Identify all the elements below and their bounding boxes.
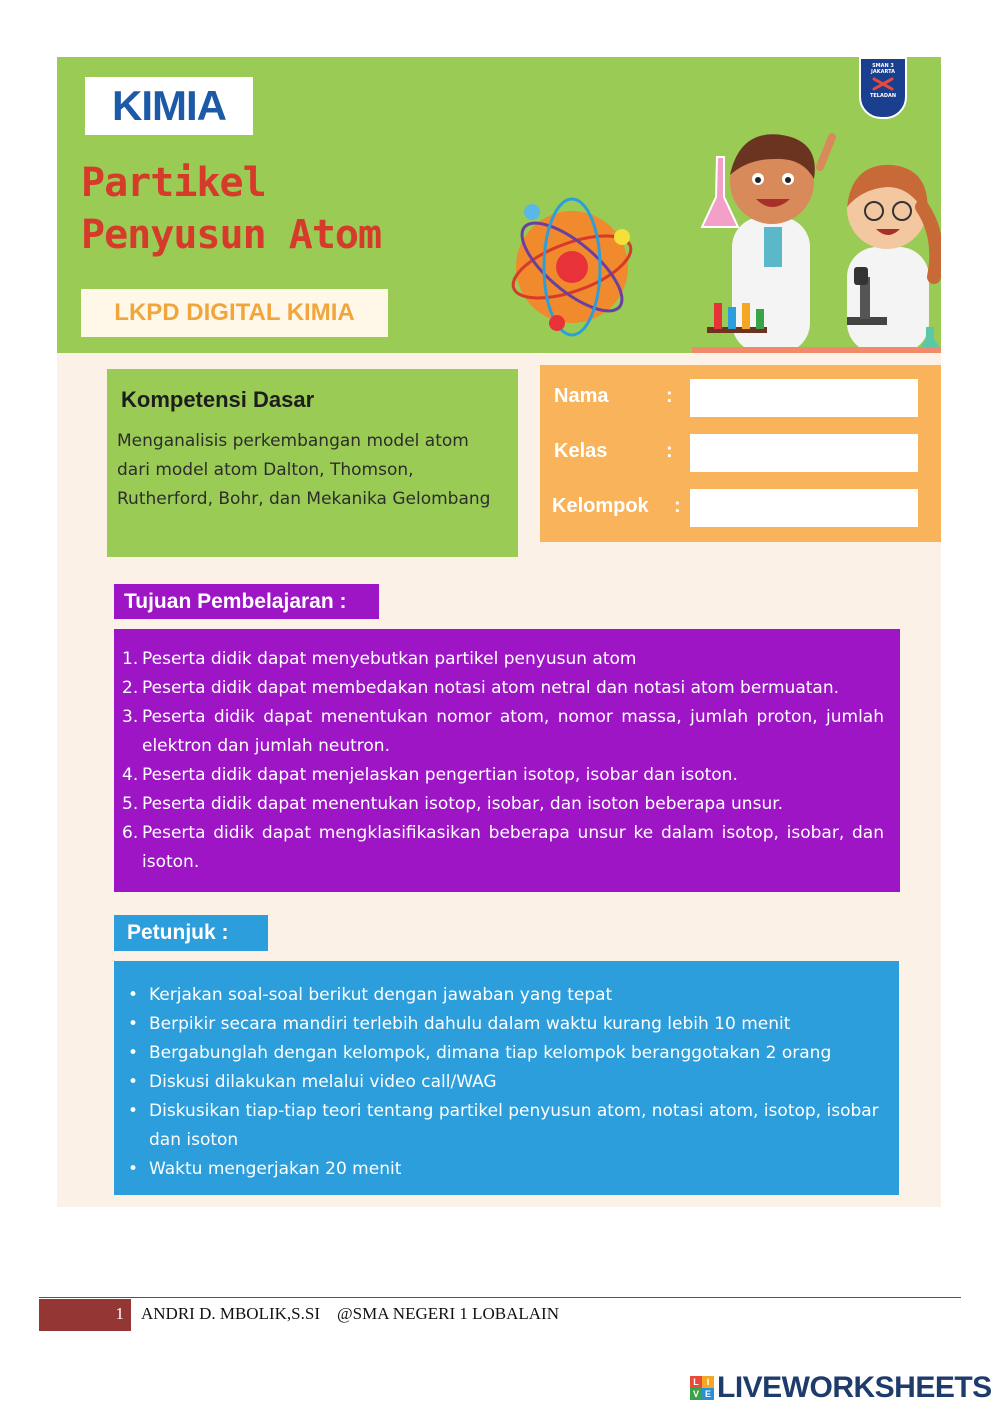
logo-bottom-text: TELADAN bbox=[869, 93, 897, 99]
liveworksheets-watermark bbox=[690, 1370, 992, 1406]
tujuan-box bbox=[114, 629, 900, 892]
kompetensi-body bbox=[117, 427, 506, 514]
identity-row-nama bbox=[540, 377, 941, 417]
kelompok-label: Kelompok bbox=[552, 495, 649, 517]
petunjuk-item: • Bergabunglah dengan kelompok, dimana tiap kelompok beranggotakan 2 orang bbox=[126, 1039, 879, 1068]
petunjuk-heading-box bbox=[114, 915, 268, 951]
tujuan-item-number: 1. bbox=[122, 649, 139, 669]
footer-credit bbox=[141, 1304, 559, 1324]
title-line-2: Penyusun Atom bbox=[81, 212, 382, 258]
tujuan-item-number: 4. bbox=[122, 765, 139, 785]
tujuan-item-text: Peserta didik dapat mengklasifikasikan beberapa unsur ke dalam isotop, isobar, dan isoton. bbox=[142, 823, 884, 872]
petunjuk-box bbox=[114, 961, 899, 1195]
lkpd-badge-label: LKPD DIGITAL KIMIA bbox=[114, 299, 355, 326]
atom-icon bbox=[506, 199, 639, 335]
tujuan-list bbox=[122, 645, 884, 877]
lab-table bbox=[692, 347, 941, 353]
footer-author: ANDRI D. MBOLIK,S.SI bbox=[141, 1304, 320, 1323]
tujuan-item bbox=[122, 674, 884, 703]
nama-colon: : bbox=[666, 385, 673, 407]
tujuan-item bbox=[122, 703, 884, 761]
tujuan-heading: Tujuan Pembelajaran : bbox=[124, 589, 347, 613]
identity-row-kelompok bbox=[540, 487, 941, 527]
petunjuk-item: • Diskusi dilakukan melalui video call/WAG bbox=[126, 1068, 879, 1097]
tujuan-item-number: 3. bbox=[122, 707, 139, 727]
tujuan-item-number: 6. bbox=[122, 823, 139, 843]
kompetensi-line: Menganalisis perkembangan model atom bbox=[117, 431, 469, 451]
logo-emblem-icon bbox=[872, 77, 894, 91]
petunjuk-heading: Petunjuk : bbox=[127, 921, 229, 944]
kompetensi-title: Kompetensi Dasar bbox=[121, 387, 315, 412]
page-title bbox=[81, 157, 381, 261]
kelas-input[interactable] bbox=[690, 434, 918, 472]
page-number: 1 bbox=[115, 1304, 124, 1323]
lkpd-badge bbox=[81, 289, 388, 337]
petunjuk-item: • Kerjakan soal-soal berikut dengan jawaban yang tepat bbox=[126, 981, 879, 1010]
tujuan-item bbox=[122, 645, 884, 674]
nama-input[interactable] bbox=[690, 379, 918, 417]
logo-letter: V bbox=[690, 1388, 702, 1400]
footer-school: @SMA NEGERI 1 LOBALAIN bbox=[336, 1304, 559, 1323]
kompetensi-line: dari model atom Dalton, Thomson, bbox=[117, 460, 414, 480]
footer-divider bbox=[39, 1297, 961, 1298]
logo-top-line-1: SMAN 3 bbox=[872, 63, 894, 69]
petunjuk-item: • Berpikir secara mandiri terlebih dahulu dalam waktu kurang lebih 10 menit bbox=[126, 1010, 879, 1039]
scientists-illustration bbox=[502, 127, 941, 353]
petunjuk-item: • Diskusikan tiap-tiap teori tentang partikel penyusun atom, notasi atom, isotop, isobar dan isoton bbox=[126, 1097, 879, 1155]
subject-label: KIMIA bbox=[112, 82, 226, 129]
tujuan-item-text: Peserta didik dapat menyebutkan partikel penyusun atom bbox=[142, 649, 637, 669]
tujuan-item-number: 2. bbox=[122, 678, 139, 698]
tujuan-item-text: Peserta didik dapat membedakan notasi atom netral dan notasi atom bermuatan. bbox=[142, 678, 839, 698]
kelompok-colon: : bbox=[674, 495, 681, 517]
tujuan-item-text: Peserta didik dapat menjelaskan pengertian isotop, isobar dan isoton. bbox=[142, 765, 738, 785]
liveworksheets-brand: LIVEWORKSHEETS bbox=[717, 1371, 992, 1404]
kelompok-input[interactable] bbox=[690, 489, 918, 527]
logo-top-line-2: JAKARTA bbox=[871, 69, 895, 75]
title-line-1: Partikel bbox=[81, 160, 266, 206]
worksheet-cover bbox=[57, 57, 941, 1207]
tujuan-item-text: Peserta didik dapat menentukan nomor atom, nomor massa, jumlah proton, jumlah elektron dan jumlah neutron. bbox=[142, 707, 884, 756]
tujuan-item-number: 5. bbox=[122, 794, 139, 814]
tujuan-item bbox=[122, 761, 884, 790]
tujuan-item bbox=[122, 790, 884, 819]
nama-label: Nama bbox=[554, 385, 609, 407]
subject-box bbox=[85, 77, 253, 135]
logo-letter: E bbox=[702, 1388, 714, 1400]
logo-letter: I bbox=[702, 1376, 714, 1388]
petunjuk-item: • Waktu mengerjakan 20 menit bbox=[126, 1155, 879, 1184]
kompetensi-dasar-box bbox=[107, 369, 518, 557]
logo-letter: L bbox=[690, 1376, 702, 1388]
tujuan-item bbox=[122, 819, 884, 877]
liveworksheets-logo-icon bbox=[690, 1376, 714, 1400]
petunjuk-list bbox=[126, 981, 879, 1184]
tujuan-item-text: Peserta didik dapat menentukan isotop, isobar, dan isoton beberapa unsur. bbox=[142, 794, 784, 814]
tujuan-heading-box bbox=[114, 584, 379, 619]
school-logo bbox=[859, 57, 907, 119]
kelas-colon: : bbox=[666, 440, 673, 462]
identity-box bbox=[540, 365, 941, 542]
kompetensi-line: Rutherford, Bohr, dan Mekanika Gelombang bbox=[117, 489, 491, 509]
identity-row-kelas bbox=[540, 432, 941, 472]
kelas-label: Kelas bbox=[554, 440, 608, 462]
